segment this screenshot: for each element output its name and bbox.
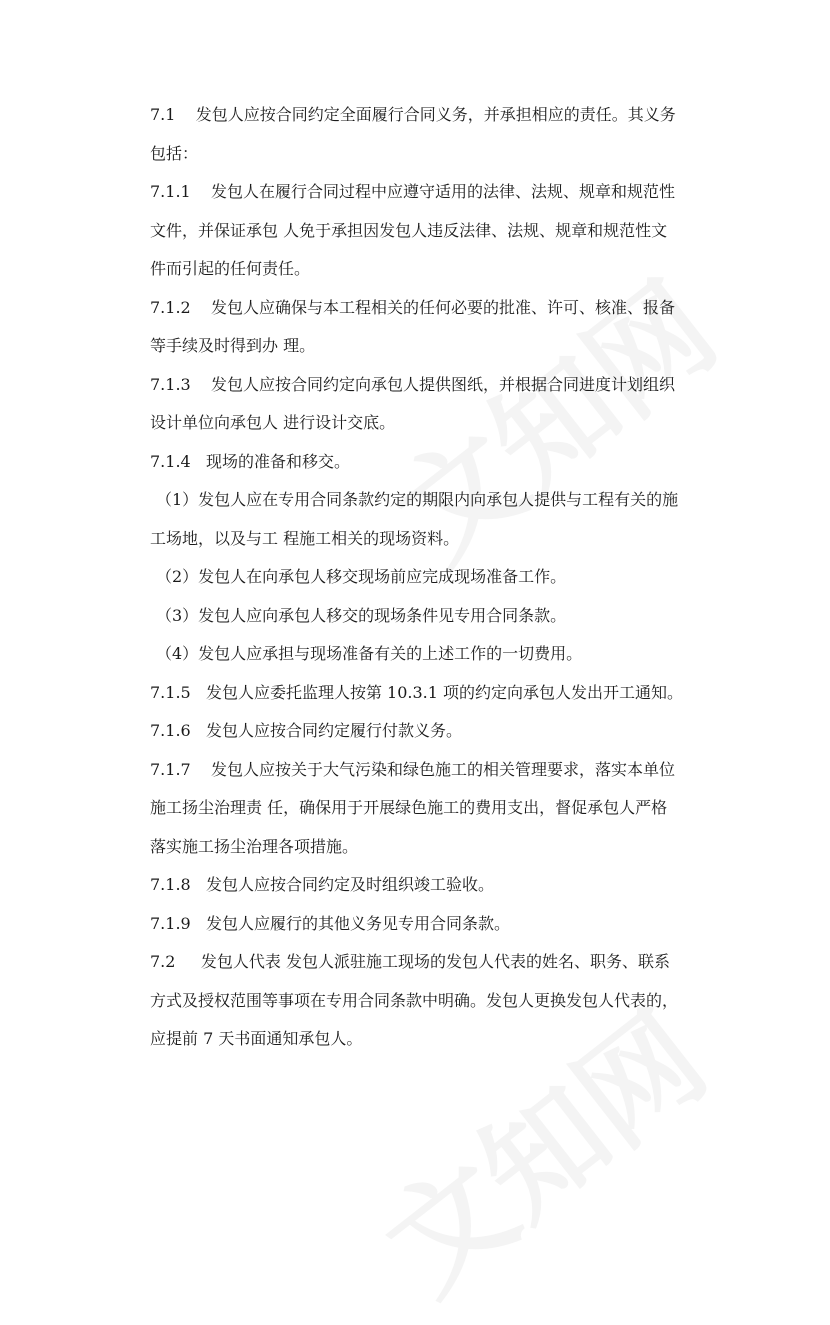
clause-7-1-3-line-1: 7.1.3 发包人应按合同约定向承包人提供图纸，并根据合同进度计划组织: [150, 374, 676, 394]
clause-7-1-2-line-1: 7.1.2 发包人应确保与本工程相关的任何必要的批准、许可、核准、报备: [150, 297, 676, 317]
clause-7-1-line-2: 包括：: [150, 143, 199, 163]
clause-7-1-6: 7.1.6 发包人应按合同约定履行付款义务。: [150, 721, 462, 740]
document-body: [150, 96, 710, 1059]
clause-7-1-5: 7.1.5 发包人应委托监理人按第 10.3.1 项的约定向承包人发出开工通知。: [150, 682, 684, 702]
clause-7-1-4-heading: 7.1.4 现场的准备和移交。: [150, 451, 350, 471]
item-4: （4）发包人应承担与现场准备有关的上述工作的一切费用。: [156, 644, 583, 663]
clause-7-1-1-line-2: 文件，并保证承包 人免于承担因发包人违反法律、法规、规章和规范性文: [150, 220, 668, 240]
clause-7-1-7-line-1: 7.1.7 发包人应按关于大气污染和绿色施工的相关管理要求，落实本单位: [150, 759, 676, 779]
clause-7-1-8: 7.1.8 发包人应按合同约定及时组织竣工验收。: [150, 875, 494, 894]
clause-7-1-2-line-2: 等手续及时得到办 理。: [150, 336, 316, 355]
clause-7-1-3-line-2: 设计单位向承包人 进行设计交底。: [150, 413, 396, 432]
clause-7-1-7-line-2: 施工扬尘治理责 任，确保用于开展绿色施工的费用支出，督促承包人严格: [150, 798, 668, 817]
clause-7-1-7-line-3: 落实施工扬尘治理各项措施。: [150, 836, 359, 856]
clause-7-1-line-1: 7.1 发包人应按合同约定全面履行合同义务，并承担相应的责任。其义务: [150, 105, 676, 124]
clause-7-1-1-line-3: 件而引起的任何责任。: [150, 259, 311, 278]
clause-7-2-line-3: 应提前 7 天书面通知承包人。: [150, 1029, 363, 1048]
item-2: （2）发包人在向承包人移交现场前应完成现场准备工作。: [156, 567, 567, 586]
clause-7-2-line-2: 方式及授权范围等事项在专用合同条款中明确。发包人更换发包人代表的，: [150, 990, 679, 1010]
item-3: （3）发包人应向承包人移交的现场条件见专用合同条款。: [156, 605, 567, 625]
clause-7-1-9: 7.1.9 发包人应履行的其他义务见专用合同条款。: [150, 913, 510, 933]
item-1-line-2: 工场地，以及与工 程施工相关的现场资料。: [150, 528, 460, 548]
item-1-line-1: （1）发包人应在专用合同条款约定的期限内向承包人提供与工程有关的施: [156, 490, 679, 509]
clause-7-1-1-line-1: 7.1.1 发包人在履行合同过程中应遵守适用的法律、法规、规章和规范性: [150, 182, 676, 201]
clause-7-2-line-1: 7.2 发包人代表 发包人派驻施工现场的发包人代表的姓名、职务、联系: [150, 952, 670, 971]
